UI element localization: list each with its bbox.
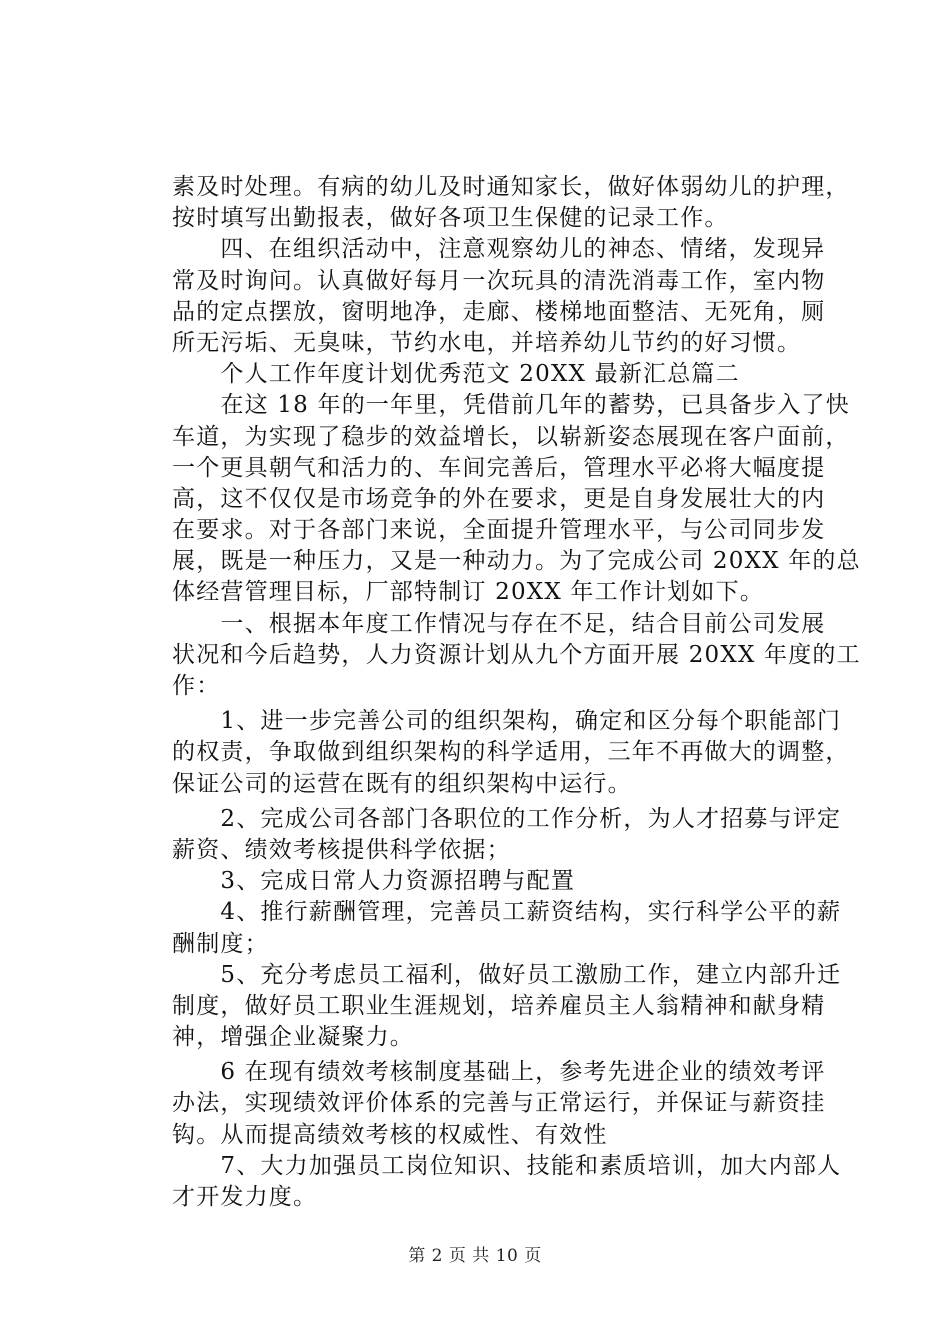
text-line: 2、完成公司各部门各职位的工作分析，为人才招募与评定 xyxy=(172,805,842,832)
text-line: 6 在现有绩效考核制度基础上，参考先进企业的绩效考评 xyxy=(172,1059,826,1086)
text-line: 办法，实现绩效评价体系的完善与正常运行，并保证与薪资挂 xyxy=(172,1090,826,1117)
text-line: 在要求。对于各部门来说，全面提升管理水平，与公司同步发 xyxy=(172,517,826,544)
text-line: 一个更具朝气和活力的、车间完善后，管理水平必将大幅度提 xyxy=(172,454,826,481)
text-line: 一、根据本年度工作情况与存在不足，结合目前公司发展 xyxy=(172,610,826,637)
page-number-footer: 第 2 页 共 10 页 xyxy=(408,1246,542,1266)
text-line: 素及时处理。有病的幼儿及时通知家长，做好体弱幼儿的护理， xyxy=(172,174,850,200)
text-line: 才开发力度。 xyxy=(172,1184,318,1210)
text-line: 保证公司的运营在既有的组织架构中运行。 xyxy=(172,770,632,797)
text-line: 车道，为实现了稳步的效益增长，以崭新姿态展现在客户面前， xyxy=(172,423,850,450)
text-line: 品的定点摆放，窗明地净，走廊、楼梯地面整洁、无死角，厕 xyxy=(172,298,826,325)
text-line: 的权责，争取做到组织架构的科学适用，三年不再做大的调整， xyxy=(172,739,850,766)
text-line: 展，既是一种压力，又是一种动力。为了完成公司 20XX 年的总 xyxy=(172,548,861,575)
text-line: 薪资、绩效考核提供科学依据； xyxy=(172,836,511,863)
document-body xyxy=(172,172,861,1213)
text-line: 按时填写出勤报表，做好各项卫生保健的记录工作。 xyxy=(172,205,729,232)
text-line: 在这 18 年的一年里，凭借前几年的蓄势，已具备步入了快 xyxy=(172,392,850,419)
text-line: 3、完成日常人力资源招聘与配置 xyxy=(172,868,576,895)
text-line: 体经营管理目标，厂部特制订 20XX 年工作计划如下。 xyxy=(172,579,765,606)
text-line: 酬制度； xyxy=(172,930,269,957)
text-line: 5、充分考虑员工福利，做好员工激励工作，建立内部升迁 xyxy=(172,961,842,988)
text-line: 7、大力加强员工岗位知识、技能和素质培训，加大内部人 xyxy=(172,1152,842,1179)
section-heading: 个人工作年度计划优秀范文 20XX 最新汇总篇二 xyxy=(172,361,740,388)
text-line: 1、进一步完善公司的组织架构，确定和区分每个职能部门 xyxy=(172,708,842,735)
text-line: 高，这不仅仅是市场竞争的外在要求，更是自身发展壮大的内 xyxy=(172,485,826,512)
text-line: 制度，做好员工职业生涯规划，培养雇员主人翁精神和献身精 xyxy=(172,992,826,1019)
text-line: 作： xyxy=(172,673,221,699)
text-line: 神，增强企业凝聚力。 xyxy=(172,1024,414,1051)
text-line: 4、推行薪酬管理，完善员工薪资结构，实行科学公平的薪 xyxy=(172,899,842,926)
text-line: 常及时询问。认真做好每月一次玩具的清洗消毒工作，室内物 xyxy=(172,267,826,294)
text-line: 状况和今后趋势，人力资源计划从九个方面开展 20XX 年度的工 xyxy=(172,641,861,668)
text-line: 四、在组织活动中，注意观察幼儿的神态、情绪，发现异 xyxy=(172,236,826,263)
text-line: 钩。从而提高绩效考核的权威性、有效性 xyxy=(172,1121,608,1148)
text-line: 所无污垢、无臭味，节约水电，并培养幼儿节约的好习惯。 xyxy=(172,329,802,356)
